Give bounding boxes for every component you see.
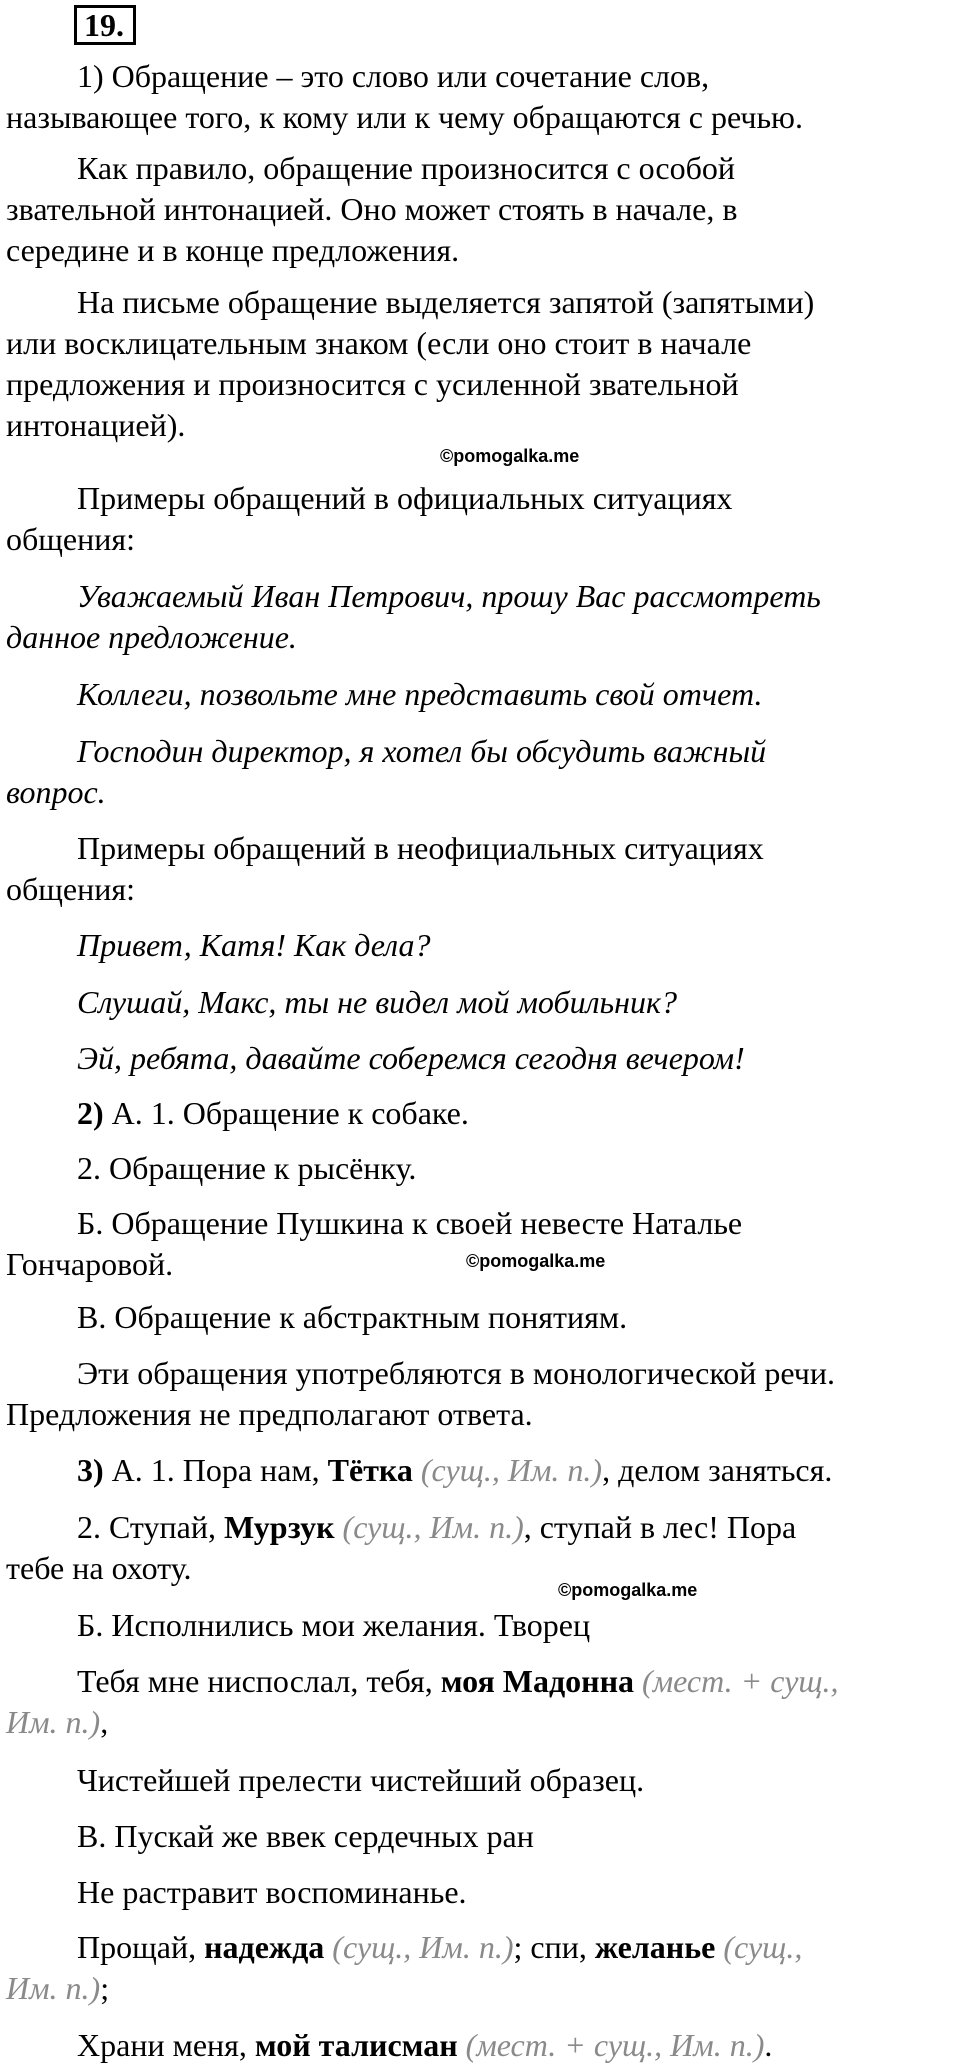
section-3-line-b	[6, 1507, 956, 1589]
text-line: Не растравит воспоминанье.	[77, 1874, 467, 1910]
grammar-note: (сущ., Им. п.)	[420, 1452, 603, 1488]
text-line: Примеры обращений в официальных ситуациях	[77, 480, 733, 516]
text-line: Предложения не предполагают ответа.	[6, 1396, 533, 1432]
text-line: Как правило, обращение произносится с особой	[77, 150, 736, 186]
text-run: ;	[100, 1970, 110, 2006]
text-line: тебе на охоту.	[6, 1550, 192, 1586]
text-line: звательной интонацией. Оно может стоять в начале, в	[6, 191, 738, 227]
text-line: середине и в конце предложения.	[6, 232, 460, 268]
text-line: Примеры обращений в неофициальных ситуациях	[77, 830, 764, 866]
text-run: А. 1. Пора нам,	[103, 1452, 328, 1488]
section-number: 3)	[77, 1452, 104, 1488]
example-informal-2	[6, 982, 956, 1023]
text-line: интонацией).	[6, 407, 186, 443]
text-line: Б. Обращение Пушкина к своей невесте Наталье	[77, 1205, 743, 1241]
watermark: ©pomogalka.me	[558, 1580, 698, 1600]
grammar-note: (мест. + сущ.,	[642, 1663, 839, 1699]
watermark: ©pomogalka.me	[466, 1251, 606, 1271]
text-line: В. Пускай же ввек сердечных ран	[77, 1818, 534, 1854]
text-line: или восклицательным знаком (если оно стоит в начале	[6, 325, 752, 361]
paragraph-definition	[6, 56, 956, 138]
paragraph-informal-examples	[6, 828, 956, 910]
example-official-2	[6, 674, 956, 715]
example-informal-3	[6, 1038, 956, 1079]
text-line: Эй, ребята, давайте соберемся сегодня вечером!	[77, 1040, 745, 1076]
grammar-note: (сущ., Им. п.)	[332, 1929, 514, 1965]
grammar-note: (сущ.,	[723, 1929, 803, 1965]
text-line: В. Обращение к абстрактным понятиям.	[77, 1299, 628, 1335]
section-2-line-d	[6, 1297, 956, 1338]
text-line: Господин директор, я хотел бы обсудить важный	[77, 733, 767, 769]
address-word: моя Мадонна	[440, 1663, 635, 1699]
paragraph-punctuation	[6, 282, 956, 446]
section-2-line-c	[6, 1203, 956, 1285]
text-line: общения:	[6, 521, 135, 557]
grammar-note: (сущ., Им. п.)	[342, 1509, 524, 1545]
text-line: вопрос.	[6, 774, 106, 810]
section-3-line-c	[6, 1605, 956, 1646]
text-run: , делом заняться.	[602, 1452, 833, 1488]
text-line: Чистейшей прелести чистейший образец.	[77, 1762, 645, 1798]
example-official-3	[6, 731, 956, 813]
text-line: называющее того, к кому или к чему обращаются с речью.	[6, 99, 803, 135]
section-3-line-i	[6, 2025, 956, 2066]
text-line: Коллеги, позвольте мне представить свой отчет.	[77, 676, 763, 712]
section-3-line-f	[6, 1816, 956, 1857]
section-number: 2)	[77, 1095, 104, 1131]
grammar-note: Им. п.)	[6, 1704, 101, 1740]
section-3-line-e	[6, 1760, 956, 1801]
text-run: , ступай в лес! Пора	[523, 1509, 797, 1545]
text-line: 1) Обращение – это слово или сочетание слов,	[77, 58, 710, 94]
section-2-line-b	[6, 1148, 956, 1189]
section-3-line-a	[6, 1450, 956, 1491]
paragraph-intonation	[6, 148, 956, 271]
text-line: Гончаровой.	[6, 1246, 174, 1282]
text-run: А. 1. Обращение к собаке.	[103, 1095, 469, 1131]
text-line: Привет, Катя! Как дела?	[77, 927, 431, 963]
text-run: Храни меня,	[77, 2027, 255, 2063]
address-word: мой талисман	[254, 2027, 458, 2063]
text-run: 2. Ступай,	[77, 1509, 224, 1545]
text-line: На письме обращение выделяется запятой (запятыми)	[77, 284, 815, 320]
text-run: Прощай,	[77, 1929, 205, 1965]
text-line: предложения и произносится с усиленной звательной	[6, 366, 739, 402]
address-word: Тётка	[327, 1452, 413, 1488]
text-line: Б. Исполнились мои желания. Творец	[77, 1607, 591, 1643]
grammar-note: (мест. + сущ., Им. п.)	[465, 2027, 765, 2063]
text-line: Эти обращения употребляются в монологической речи.	[77, 1355, 836, 1391]
watermark: ©pomogalka.me	[440, 446, 580, 466]
text-run: ; спи,	[513, 1929, 595, 1965]
task-number: 19.	[74, 5, 136, 45]
address-word: Мурзук	[223, 1509, 335, 1545]
address-word: надежда	[204, 1929, 325, 1965]
text-run: ,	[100, 1704, 109, 1740]
text-run: Тебя мне ниспослал, тебя,	[77, 1663, 441, 1699]
address-word: желанье	[594, 1929, 716, 1965]
section-2-line-e	[6, 1353, 956, 1435]
example-official-1	[6, 576, 956, 658]
text-line: Слушай, Макс, ты не видел мой мобильник?	[77, 984, 677, 1020]
section-3-line-h	[6, 1927, 956, 2009]
example-informal-1	[6, 925, 956, 966]
section-2-line-a	[6, 1093, 956, 1134]
text-line: Уважаемый Иван Петрович, прошу Вас рассмотреть	[77, 578, 821, 614]
grammar-note: Им. п.)	[6, 1970, 101, 2006]
section-3-line-d	[6, 1661, 956, 1743]
paragraph-official-examples	[6, 478, 956, 560]
text-line: 2. Обращение к рысёнку.	[77, 1150, 417, 1186]
text-line: данное предложение.	[6, 619, 297, 655]
text-run: .	[764, 2027, 773, 2063]
text-line: общения:	[6, 871, 135, 907]
section-3-line-g	[6, 1872, 956, 1913]
